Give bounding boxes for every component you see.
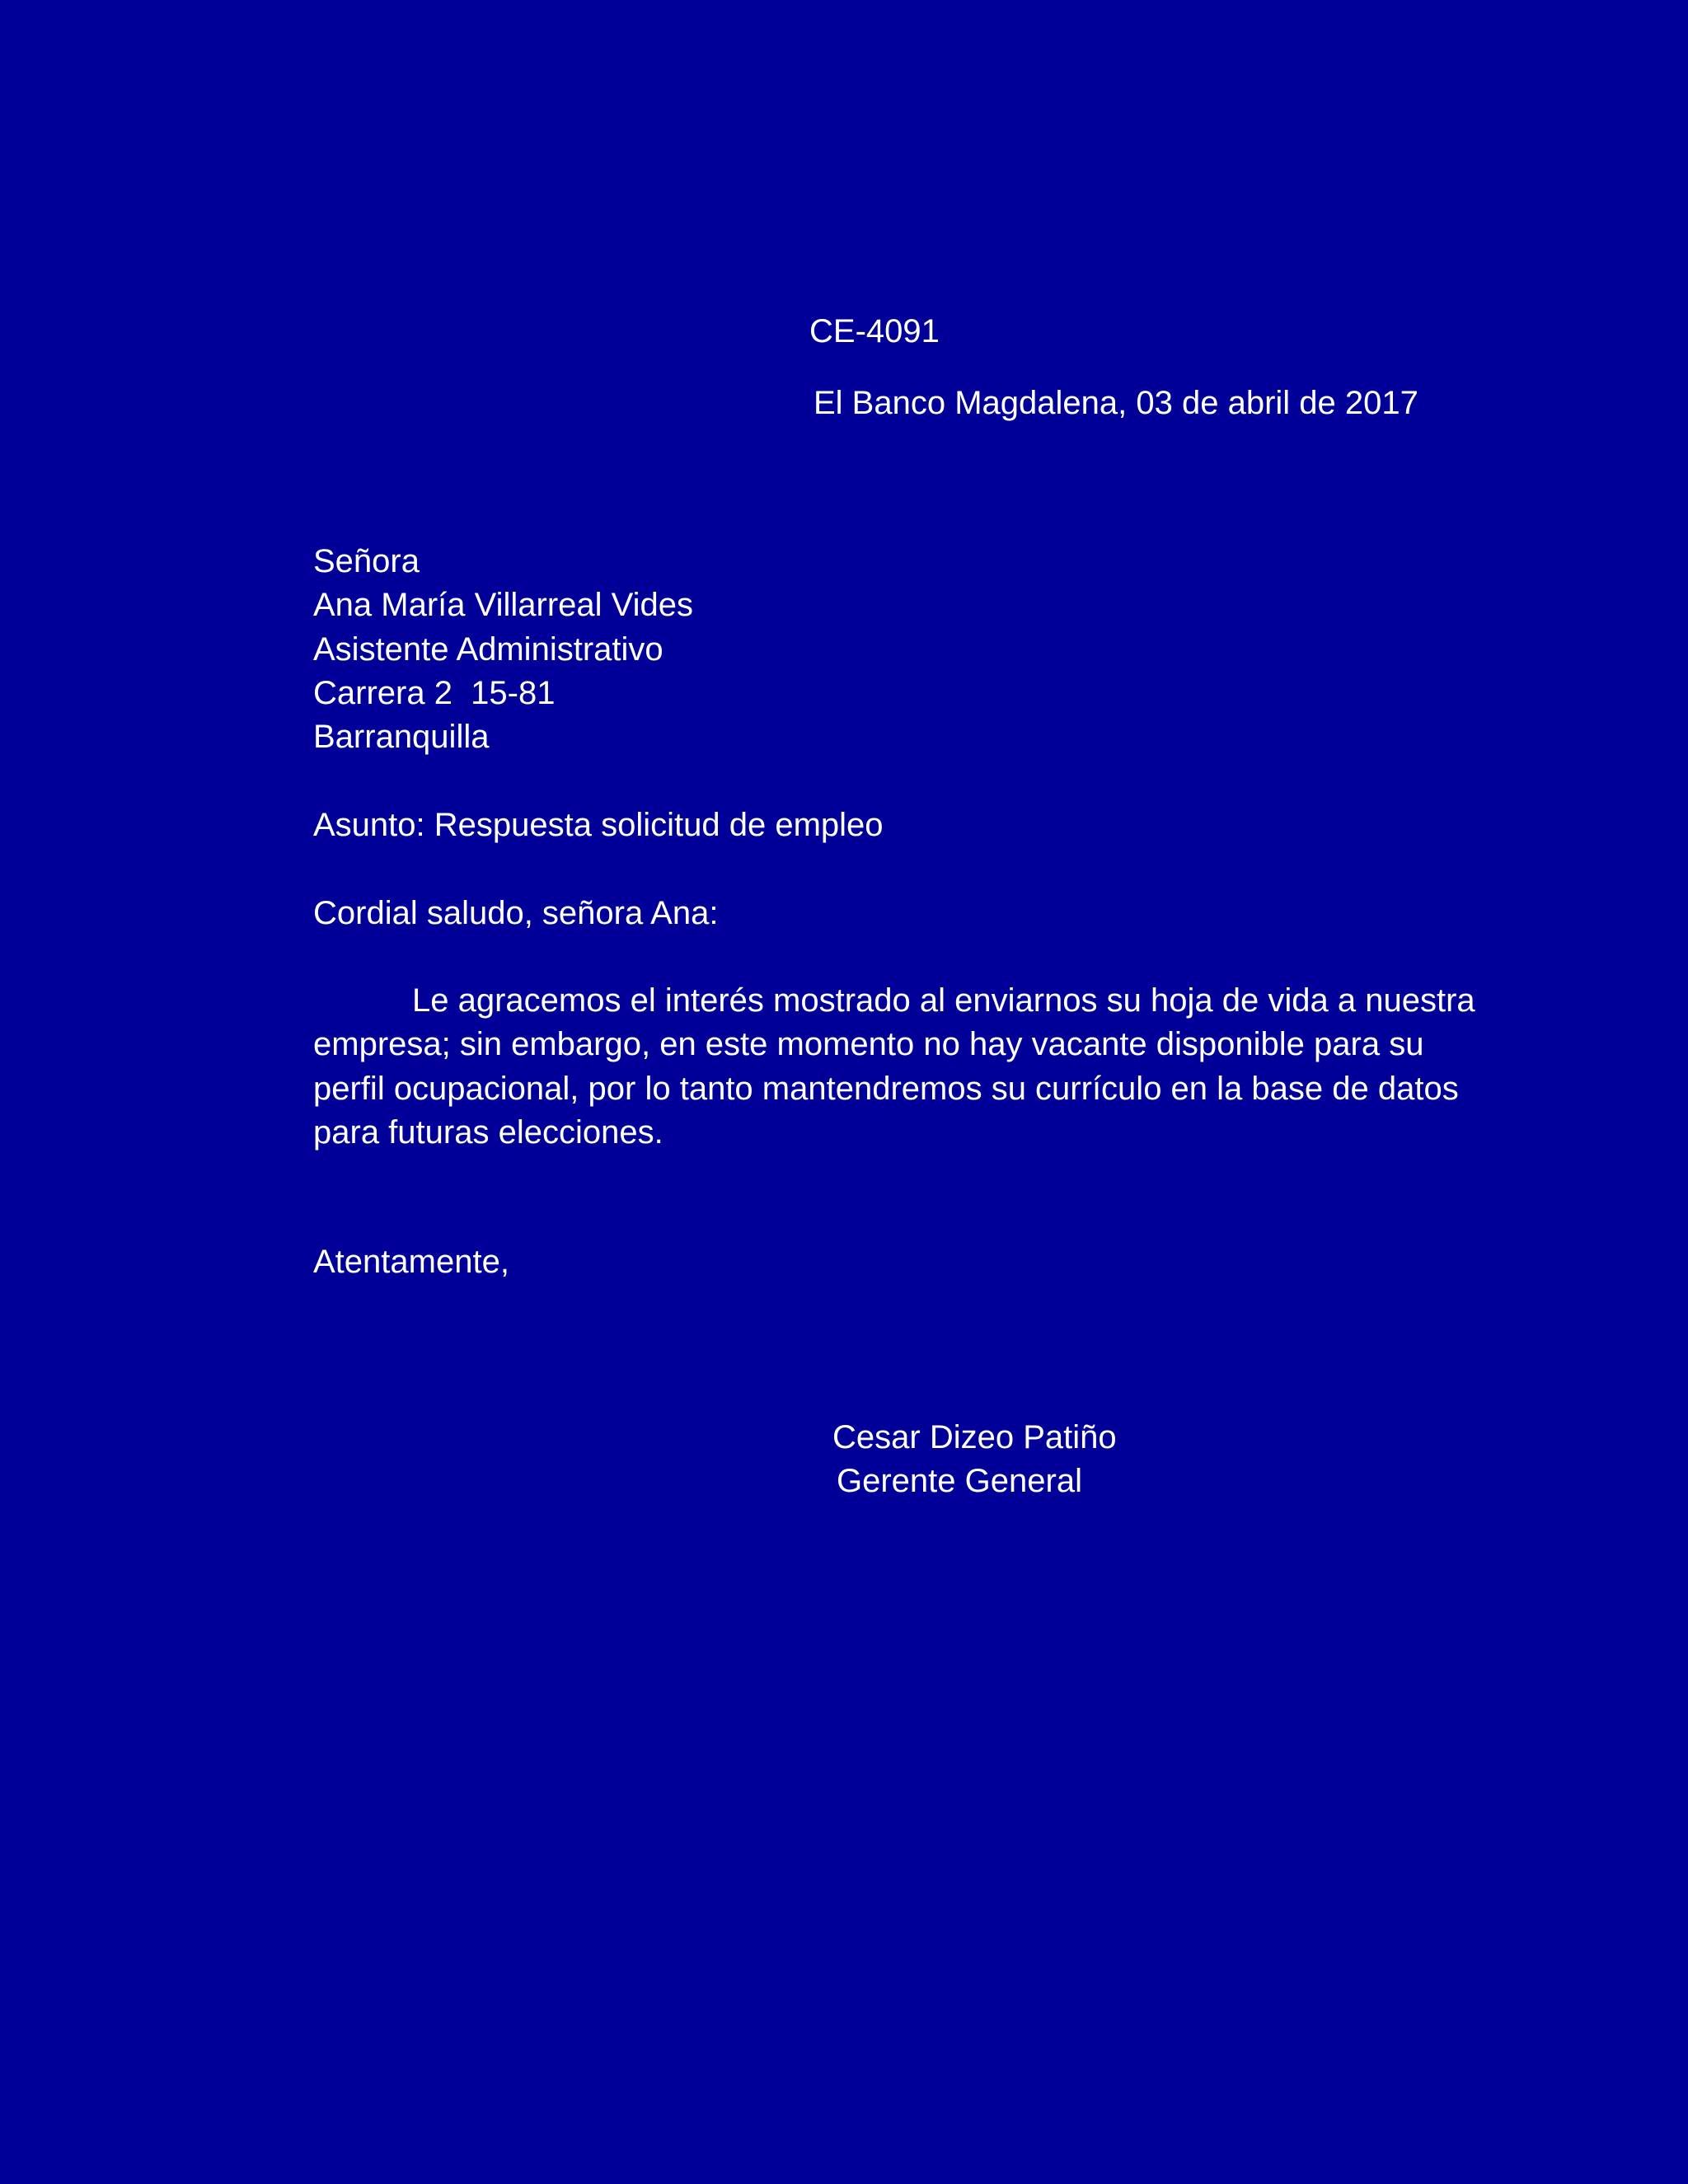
- letter-subject: Asunto: Respuesta solicitud de empleo: [313, 807, 884, 843]
- recipient-position: Asistente Administrativo: [313, 630, 663, 668]
- recipient-name: Ana María Villarreal Vides: [313, 587, 693, 624]
- signer-name: Cesar Dizeo Patiño: [832, 1419, 1117, 1455]
- signature-block: [832, 1416, 1117, 1504]
- recipient-city: Barranquilla: [313, 719, 490, 756]
- recipient-salutation-title: Señora: [313, 543, 420, 579]
- recipient-block: [313, 540, 693, 759]
- signer-title: Gerente General: [837, 1463, 1082, 1500]
- reference-code: CE-4091: [809, 313, 940, 349]
- letter-greeting: Cordial saludo, señora Ana:: [313, 895, 719, 931]
- recipient-address: Carrera 2 15-81: [313, 674, 556, 711]
- letter-body: Le agracemos el interés mostrado al enviarnos su hoja de vida a nuestra empresa; sin embargo, en este momento no hay vacante disponible para su perfil ocupacional, por lo tanto mantendremos su currículo en la base de datos para futuras elecciones.: [313, 982, 1475, 1151]
- letter-closing: Atentamente,: [313, 1244, 509, 1280]
- place-and-date: El Banco Magdalena, 03 de abril de 2017: [814, 385, 1418, 421]
